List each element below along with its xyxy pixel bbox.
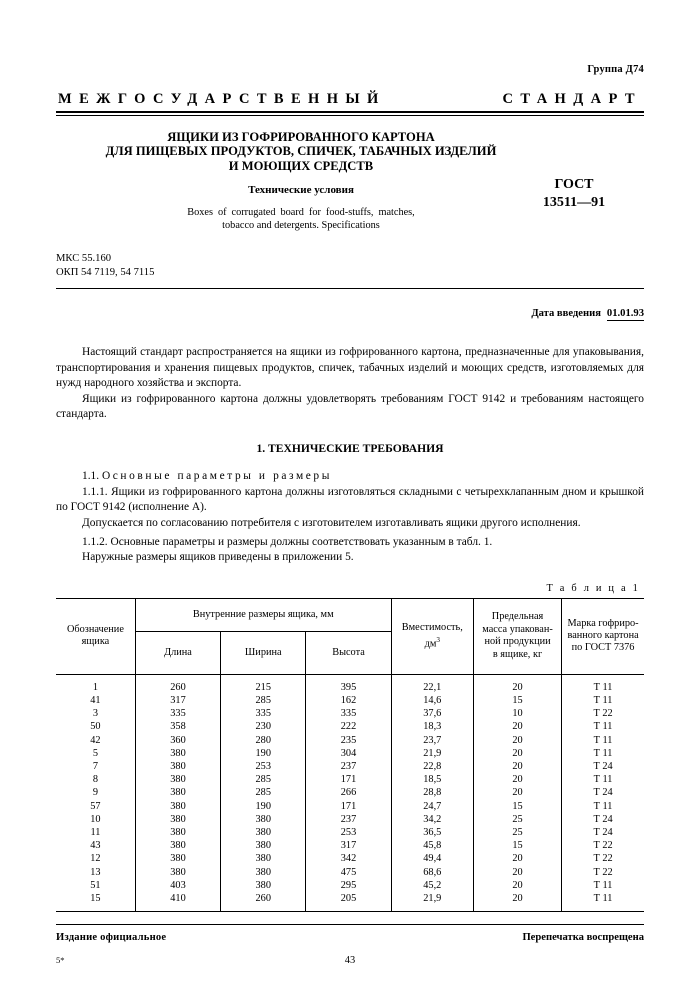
banner-rule-thick xyxy=(56,111,644,113)
cell-capacity: 22,8 xyxy=(391,760,473,773)
th-board-brand: Марка гофриро- ванного картона по ГОСТ 7376 xyxy=(562,598,644,674)
cell-length: 380 xyxy=(135,813,220,826)
cell-designation: 8 xyxy=(56,773,135,786)
th-group-inner-dimensions: Внутренние размеры ящика, мм xyxy=(135,598,391,631)
table-head xyxy=(56,598,644,674)
cell-height: 335 xyxy=(306,707,391,720)
table-body xyxy=(56,674,644,911)
cell-capacity: 49,4 xyxy=(391,852,473,865)
cell-capacity: 23,7 xyxy=(391,734,473,747)
classification-codes xyxy=(56,252,644,279)
cell-width: 230 xyxy=(221,720,306,733)
table-foot xyxy=(56,912,644,913)
cell-capacity: 36,5 xyxy=(391,826,473,839)
table-row xyxy=(56,734,644,747)
cell-height: 162 xyxy=(306,694,391,707)
table-row xyxy=(56,720,644,733)
cell-brand: Т 22 xyxy=(593,866,613,878)
table-row xyxy=(56,800,644,813)
introduction-date-label: Дата введения xyxy=(531,308,601,320)
cell-brand: Т 11 xyxy=(593,694,613,706)
cell-brand: Т 11 xyxy=(593,747,613,759)
cell-designation: 57 xyxy=(56,800,135,813)
cell-length: 335 xyxy=(135,707,220,720)
table-row xyxy=(56,813,644,826)
cell-length: 380 xyxy=(135,760,220,773)
footer-edition: Издание официальное xyxy=(56,932,167,944)
cell-max-mass: 20 xyxy=(473,892,561,912)
cell-designation: 13 xyxy=(56,866,135,879)
banner-rule-thin xyxy=(56,115,644,116)
cell-max-mass: 20 xyxy=(473,734,561,747)
cell-width: 285 xyxy=(221,786,306,799)
title-line-1: ЯЩИКИ ИЗ ГОФРИРОВАННОГО КАРТОНА xyxy=(167,129,435,144)
cell-capacity: 28,8 xyxy=(391,786,473,799)
cell-capacity: 14,6 xyxy=(391,694,473,707)
cell-length: 380 xyxy=(135,800,220,813)
th-length: Длина xyxy=(135,631,220,674)
cell-width: 380 xyxy=(221,879,306,892)
cell-length: 358 xyxy=(135,720,220,733)
cell-capacity: 45,2 xyxy=(391,879,473,892)
table-row xyxy=(56,786,644,799)
cell-length: 380 xyxy=(135,786,220,799)
specification-table xyxy=(56,598,644,912)
footer-divider xyxy=(56,924,644,925)
clause-1-1-1-group xyxy=(56,485,644,531)
cell-brand: Т 11 xyxy=(593,800,613,812)
table-caption: Т а б л и ц а 1 xyxy=(546,582,640,594)
cell-max-mass: 20 xyxy=(473,866,561,879)
table-row xyxy=(56,674,644,694)
table-header-row-1 xyxy=(56,598,644,631)
table-bottom-rule-row xyxy=(56,912,644,913)
cell-designation: 41 xyxy=(56,694,135,707)
th-designation: Обозначение ящика xyxy=(56,598,135,674)
codes-divider xyxy=(56,288,644,289)
cell-width: 380 xyxy=(221,839,306,852)
cell-brand: Т 22 xyxy=(593,853,613,865)
table-row xyxy=(56,747,644,760)
introduction-date xyxy=(56,308,644,319)
standard-banner xyxy=(56,91,644,116)
cell-height: 171 xyxy=(306,800,391,813)
table-row xyxy=(56,773,644,786)
cell-designation: 7 xyxy=(56,760,135,773)
cell-brand: Т 24 xyxy=(593,826,613,838)
cell-designation: 43 xyxy=(56,839,135,852)
subtitle-en-line-2: tobacco and detergents. Specifications xyxy=(222,220,380,232)
cell-length: 410 xyxy=(135,892,220,912)
cell-height: 253 xyxy=(306,826,391,839)
cell-length: 360 xyxy=(135,734,220,747)
cell-height: 266 xyxy=(306,786,391,799)
cell-max-mass: 15 xyxy=(473,800,561,813)
clause-1-1-2-group xyxy=(56,535,644,566)
cell-height: 237 xyxy=(306,813,391,826)
cell-capacity: 34,2 xyxy=(391,813,473,826)
page-number-row xyxy=(56,955,644,971)
introduction-date-value: 01.01.93 xyxy=(606,308,644,320)
table-row xyxy=(56,760,644,773)
clause-1-1 xyxy=(56,469,644,484)
cell-capacity: 18,5 xyxy=(391,773,473,786)
cell-max-mass: 25 xyxy=(473,826,561,839)
table-row xyxy=(56,892,644,912)
cell-designation: 5 xyxy=(56,747,135,760)
cell-capacity: 68,6 xyxy=(391,866,473,879)
group-code: Группа Д74 xyxy=(587,64,644,75)
cell-width: 280 xyxy=(221,734,306,747)
subtitle-en-line-1: Boxes of corrugated board for food-stuffs, matches, xyxy=(187,207,415,219)
cell-designation: 12 xyxy=(56,852,135,865)
scope-paragraph-1: Настоящий стандарт распространяется на ящики из гофрированного картона, предназначенные для упаковывания, транспортирования и хранения пищевых продуктов, спичек, табачных изделий и моющих средств, изготовляемых для нужд народного хозяйства и экспорта. xyxy=(56,346,644,390)
table-row xyxy=(56,879,644,892)
cell-width: 190 xyxy=(221,747,306,760)
cell-width: 380 xyxy=(221,813,306,826)
banner-word-interstate: МЕЖГОСУДАРСТВЕННЫЙ xyxy=(58,91,386,107)
cell-brand: Т 11 xyxy=(593,774,613,786)
okp-code: ОКП 54 7119, 54 7115 xyxy=(56,266,155,278)
cell-width: 253 xyxy=(221,760,306,773)
th-height: Высота xyxy=(306,631,391,674)
cell-width: 380 xyxy=(221,852,306,865)
cell-height: 171 xyxy=(306,773,391,786)
cell-length: 403 xyxy=(135,879,220,892)
cell-max-mass: 20 xyxy=(473,720,561,733)
cell-max-mass: 20 xyxy=(473,674,561,694)
cell-height: 342 xyxy=(306,852,391,865)
th-max-mass: Предельная масса упакован- ной продукции в ящике, кг xyxy=(473,598,561,674)
scope-paragraphs xyxy=(56,345,644,422)
cell-width: 380 xyxy=(221,826,306,839)
cell-width: 190 xyxy=(221,800,306,813)
cell-brand: Т 11 xyxy=(593,681,613,693)
cell-height: 205 xyxy=(306,892,391,912)
footer-reprint-notice: Перепечатка воспрещена xyxy=(522,932,644,944)
cell-height: 235 xyxy=(306,734,391,747)
section-heading-technical-requirements: 1. ТЕХНИЧЕСКИЕ ТРЕБОВАНИЯ xyxy=(256,442,444,456)
cell-height: 475 xyxy=(306,866,391,879)
cell-max-mass: 20 xyxy=(473,747,561,760)
standard-number-block xyxy=(514,176,634,212)
cell-capacity: 21,9 xyxy=(391,892,473,912)
footer-row xyxy=(56,932,644,943)
th-width: Ширина xyxy=(221,631,306,674)
cell-capacity: 21,9 xyxy=(391,747,473,760)
cell-brand: Т 22 xyxy=(593,708,613,720)
cell-designation: 3 xyxy=(56,707,135,720)
table-row xyxy=(56,826,644,839)
title-line-2: ДЛЯ ПИЩЕВЫХ ПРОДУКТОВ, СПИЧЕК, ТАБАЧНЫХ ИЗДЕЛИЙ xyxy=(105,144,497,159)
cell-capacity: 22,1 xyxy=(391,674,473,694)
cell-max-mass: 20 xyxy=(473,786,561,799)
cell-length: 380 xyxy=(135,852,220,865)
standard-number: 13511—91 xyxy=(542,194,606,210)
cell-capacity: 18,3 xyxy=(391,720,473,733)
subtitle-en xyxy=(101,206,501,232)
cell-height: 317 xyxy=(306,839,391,852)
cell-max-mass: 20 xyxy=(473,760,561,773)
cell-designation: 11 xyxy=(56,826,135,839)
title-line-3: И МОЮЩИХ СРЕДСТВ xyxy=(228,158,374,173)
cell-max-mass: 15 xyxy=(473,839,561,852)
cell-height: 395 xyxy=(306,674,391,694)
page-number: 43 xyxy=(344,955,356,967)
cell-width: 380 xyxy=(221,866,306,879)
cell-capacity: 37,6 xyxy=(391,707,473,720)
table-row xyxy=(56,852,644,865)
cell-designation: 42 xyxy=(56,734,135,747)
scope-paragraph-2: Ящики из гофрированного картона должны удовлетворять требованиям ГОСТ 9142 и требованиям настоящего стандарта. xyxy=(56,392,644,420)
cell-height: 237 xyxy=(306,760,391,773)
th-capacity: Вместимость, $дм^3$ xyxy=(391,598,473,674)
document-title xyxy=(66,130,536,174)
cell-brand: Т 11 xyxy=(593,734,613,746)
cell-width: 215 xyxy=(221,674,306,694)
cell-width: 335 xyxy=(221,707,306,720)
cell-brand: Т 24 xyxy=(593,813,613,825)
clause-1-1-2-note: Наружные размеры ящиков приведены в приложении 5. xyxy=(82,551,354,564)
clause-1-1-label: Основные параметры и размеры xyxy=(101,470,332,483)
title-block xyxy=(56,130,644,233)
cell-length: 317 xyxy=(135,694,220,707)
cell-length: 380 xyxy=(135,826,220,839)
cell-height: 304 xyxy=(306,747,391,760)
cell-brand: Т 11 xyxy=(593,879,613,891)
cell-capacity: 45,8 xyxy=(391,839,473,852)
cell-capacity: 24,7 xyxy=(391,800,473,813)
cell-brand: Т 24 xyxy=(593,760,613,772)
clause-1-1-1-note: Допускается по согласованию потребителя с изготовителем изготавливать ящики другого исполнения. xyxy=(82,516,581,529)
cell-designation: 50 xyxy=(56,720,135,733)
cell-designation: 9 xyxy=(56,786,135,799)
table-row xyxy=(56,866,644,879)
cell-width: 285 xyxy=(221,694,306,707)
cell-height: 295 xyxy=(306,879,391,892)
cell-length: 380 xyxy=(135,747,220,760)
cell-designation: 15 xyxy=(56,892,135,912)
table-row xyxy=(56,839,644,852)
cell-max-mass: 25 xyxy=(473,813,561,826)
standard-label: ГОСТ xyxy=(554,176,594,192)
clause-1-1-number: 1.1. xyxy=(82,470,100,483)
cell-brand: Т 11 xyxy=(593,721,613,733)
cell-length: 380 xyxy=(135,773,220,786)
cell-length: 380 xyxy=(135,839,220,852)
cell-max-mass: 15 xyxy=(473,694,561,707)
cell-brand: Т 11 xyxy=(593,893,613,904)
mks-code: МКС 55.160 xyxy=(56,253,112,265)
cell-height: 222 xyxy=(306,720,391,733)
subtitle-ru: Технические условия xyxy=(248,184,354,197)
cell-length: 260 xyxy=(135,674,220,694)
clause-1-1-1: 1.1.1. Ящики из гофрированного картона должны изготовляться складными с четырехклапанным дном и крышкой по ГОСТ 9142 (исполнение А). xyxy=(56,485,644,514)
cell-max-mass: 20 xyxy=(473,852,561,865)
cell-max-mass: 20 xyxy=(473,773,561,786)
signature-mark: 5* xyxy=(56,955,65,966)
cell-width: 285 xyxy=(221,773,306,786)
cell-designation: 1 xyxy=(56,674,135,694)
banner-text xyxy=(56,91,644,110)
cell-designation: 51 xyxy=(56,879,135,892)
cell-max-mass: 10 xyxy=(473,707,561,720)
capacity-unit-exponent: 3 xyxy=(436,636,440,645)
cell-width: 260 xyxy=(221,892,306,912)
cell-designation: 10 xyxy=(56,813,135,826)
table-row xyxy=(56,707,644,720)
table-row xyxy=(56,694,644,707)
cell-brand: Т 22 xyxy=(593,840,613,852)
clause-1-1-2: 1.1.2. Основные параметры и размеры должны соответствовать указанным в табл. 1. xyxy=(82,535,493,548)
banner-word-standard: СТАНДАРТ xyxy=(502,91,642,107)
cell-brand: Т 24 xyxy=(593,787,613,799)
cell-max-mass: 20 xyxy=(473,879,561,892)
cell-length: 380 xyxy=(135,866,220,879)
